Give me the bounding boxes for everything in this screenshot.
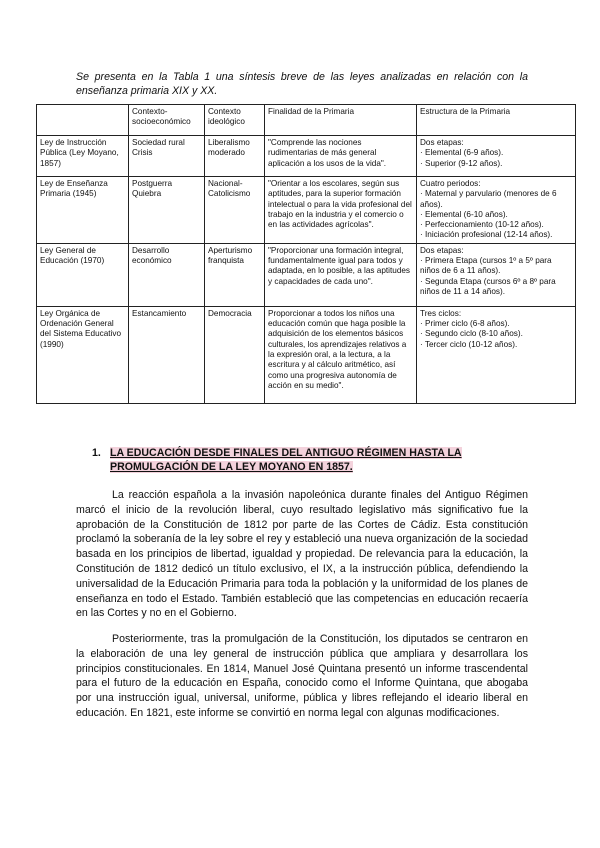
header-socioeconomic: Contexto-socioeconómico: [129, 105, 205, 136]
header-purpose: Finalidad de la Primaria: [265, 105, 417, 136]
header-empty: [37, 105, 129, 136]
structure-line: · Perfeccionamiento (10-12 años).: [420, 220, 544, 230]
structure: [417, 306, 576, 403]
purpose: Proporcionar a todos los niños una educación común que haga posible la adquisición de los elementos básicos culturales, los aprendizajes relativos a la expresión oral, a la lectura, a la escritura y al cálculo aritmético, así como una progresiva autonomía de acción en su medio".: [265, 306, 417, 403]
table-row: [37, 136, 576, 177]
structure-line: Cuatro periodos:: [420, 179, 481, 188]
structure-line: · Iniciación profesional (12-14 años).: [420, 230, 553, 240]
socio-context: Postguerra Quiebra: [129, 177, 205, 244]
ideo-context: Aperturismo franquista: [205, 243, 265, 306]
structure: [417, 136, 576, 177]
structure-line: · Maternal y parvulario (menores de 6 años).: [420, 189, 557, 209]
ideo-context: Democracia: [205, 306, 265, 403]
header-structure: Estructura de la Primaria: [417, 105, 576, 136]
laws-table: [36, 104, 576, 404]
section-title-line2: PROMULGACIÓN DE LA LEY MOYANO EN 1857.: [110, 461, 353, 473]
structure-line: · Segunda Etapa (cursos 6º a 8º para niños de 11 a 14 años).: [420, 276, 556, 296]
structure-line: · Tercer ciclo (10-12 años).: [420, 339, 518, 349]
socio-context: Sociedad rural Crisis: [129, 136, 205, 177]
law-name: Ley General de Educación (1970): [37, 243, 129, 306]
structure-line: · Elemental (6-10 años).: [420, 209, 508, 219]
structure-line: Dos etapas:: [420, 245, 464, 255]
structure-line: · Elemental (6-9 años).: [420, 148, 504, 158]
structure: [417, 243, 576, 306]
law-name: Ley de Instrucción Pública (Ley Moyano, 1857): [37, 136, 129, 177]
table-row: [37, 243, 576, 306]
purpose: "Orientar a los escolares, según sus aptitudes, para la superior formación intelectual o para la vida profesional del trabajo en la industria y el comercio o en las actividades agrícolas".: [265, 177, 417, 244]
ideo-context: Nacional-Catolicismo: [205, 177, 265, 244]
intro-text: Se presenta en la Tabla 1 una síntesis breve de las leyes analizadas en relación con la enseñanza primaria XIX y XX.: [76, 71, 528, 97]
law-name: Ley Orgánica de Ordenación General del Sistema Educativo (1990): [37, 306, 129, 403]
section-heading: [92, 446, 512, 474]
structure-line: · Superior (9-12 años).: [420, 158, 503, 168]
purpose: "Proporcionar una formación integral, fundamentalmente igual para todos y adaptada, en lo posible, a las aptitudes y capacidades de cada uno".: [265, 243, 417, 306]
body-paragraph: Posteriormente, tras la promulgación de la Constitución, los diputados se centraron en la elaboración de una ley general de instrucción pública que ampliara y desarrollara los principios constitucionales. En 1814, Manuel José Quintana presentó un informe trascendental para el futuro de la educación en España, conocido como el Informe Quintana, que abogaba por una instrucción igual, universal, uniforme, pública y libres reflejando el ideario liberal en educación. En 1821, este informe se convirtió en norma legal con algunas modificaciones.: [76, 633, 528, 719]
section-number: 1.: [92, 447, 101, 459]
header-ideological: Contexto ideológico: [205, 105, 265, 136]
socio-context: Desarrollo económico: [129, 243, 205, 306]
structure-line: · Segundo ciclo (8-10 años).: [420, 329, 523, 339]
table-header-row: [37, 105, 576, 136]
structure-line: · Primera Etapa (cursos 1º a 5º para niños de 6 a 11 años).: [420, 256, 552, 276]
body-paragraph: La reacción española a la invasión napoleónica durante finales del Antiguo Régimen marcó el inicio de la revolución liberal, cuyo resultado legislativo más significativo fue la aprobación de la Constitución de 1812 por parte de las Cortes de Cádiz. Esta constitución proclamó la soberanía de la ley sobre el rey y estableció una nueva organización de la sociedad basada en los principios de libertad, igualdad y propiedad. De relevancia para la educación, la Constitución de 1812 dedicó un título exclusivo, el IX, a la instrucción pública, defendiendo la universalidad de la Educación Primaria para toda la población y la uniformidad de los planes de enseñanza en todo el Estado. También estableció que las competencias en educación recaería en las Cortes y no en el Gobierno.: [76, 489, 528, 620]
socio-context: Estancamiento: [129, 306, 205, 403]
table-row: [37, 306, 576, 403]
structure-line: · Primer ciclo (6-8 años).: [420, 319, 510, 329]
structure-line: Tres ciclos:: [420, 308, 462, 318]
section-title-line1: LA EDUCACIÓN DESDE FINALES DEL ANTIGUO RÉGIMEN HASTA LA: [110, 447, 462, 459]
structure: [417, 177, 576, 244]
ideo-context: Liberalismo moderado: [205, 136, 265, 177]
purpose: "Comprende las nociones rudimentarias de más general aplicación a los usos de la vida".: [265, 136, 417, 177]
table-row: [37, 177, 576, 244]
law-name: Ley de Enseñanza Primaria (1945): [37, 177, 129, 244]
structure-line: Dos etapas:: [420, 138, 464, 147]
